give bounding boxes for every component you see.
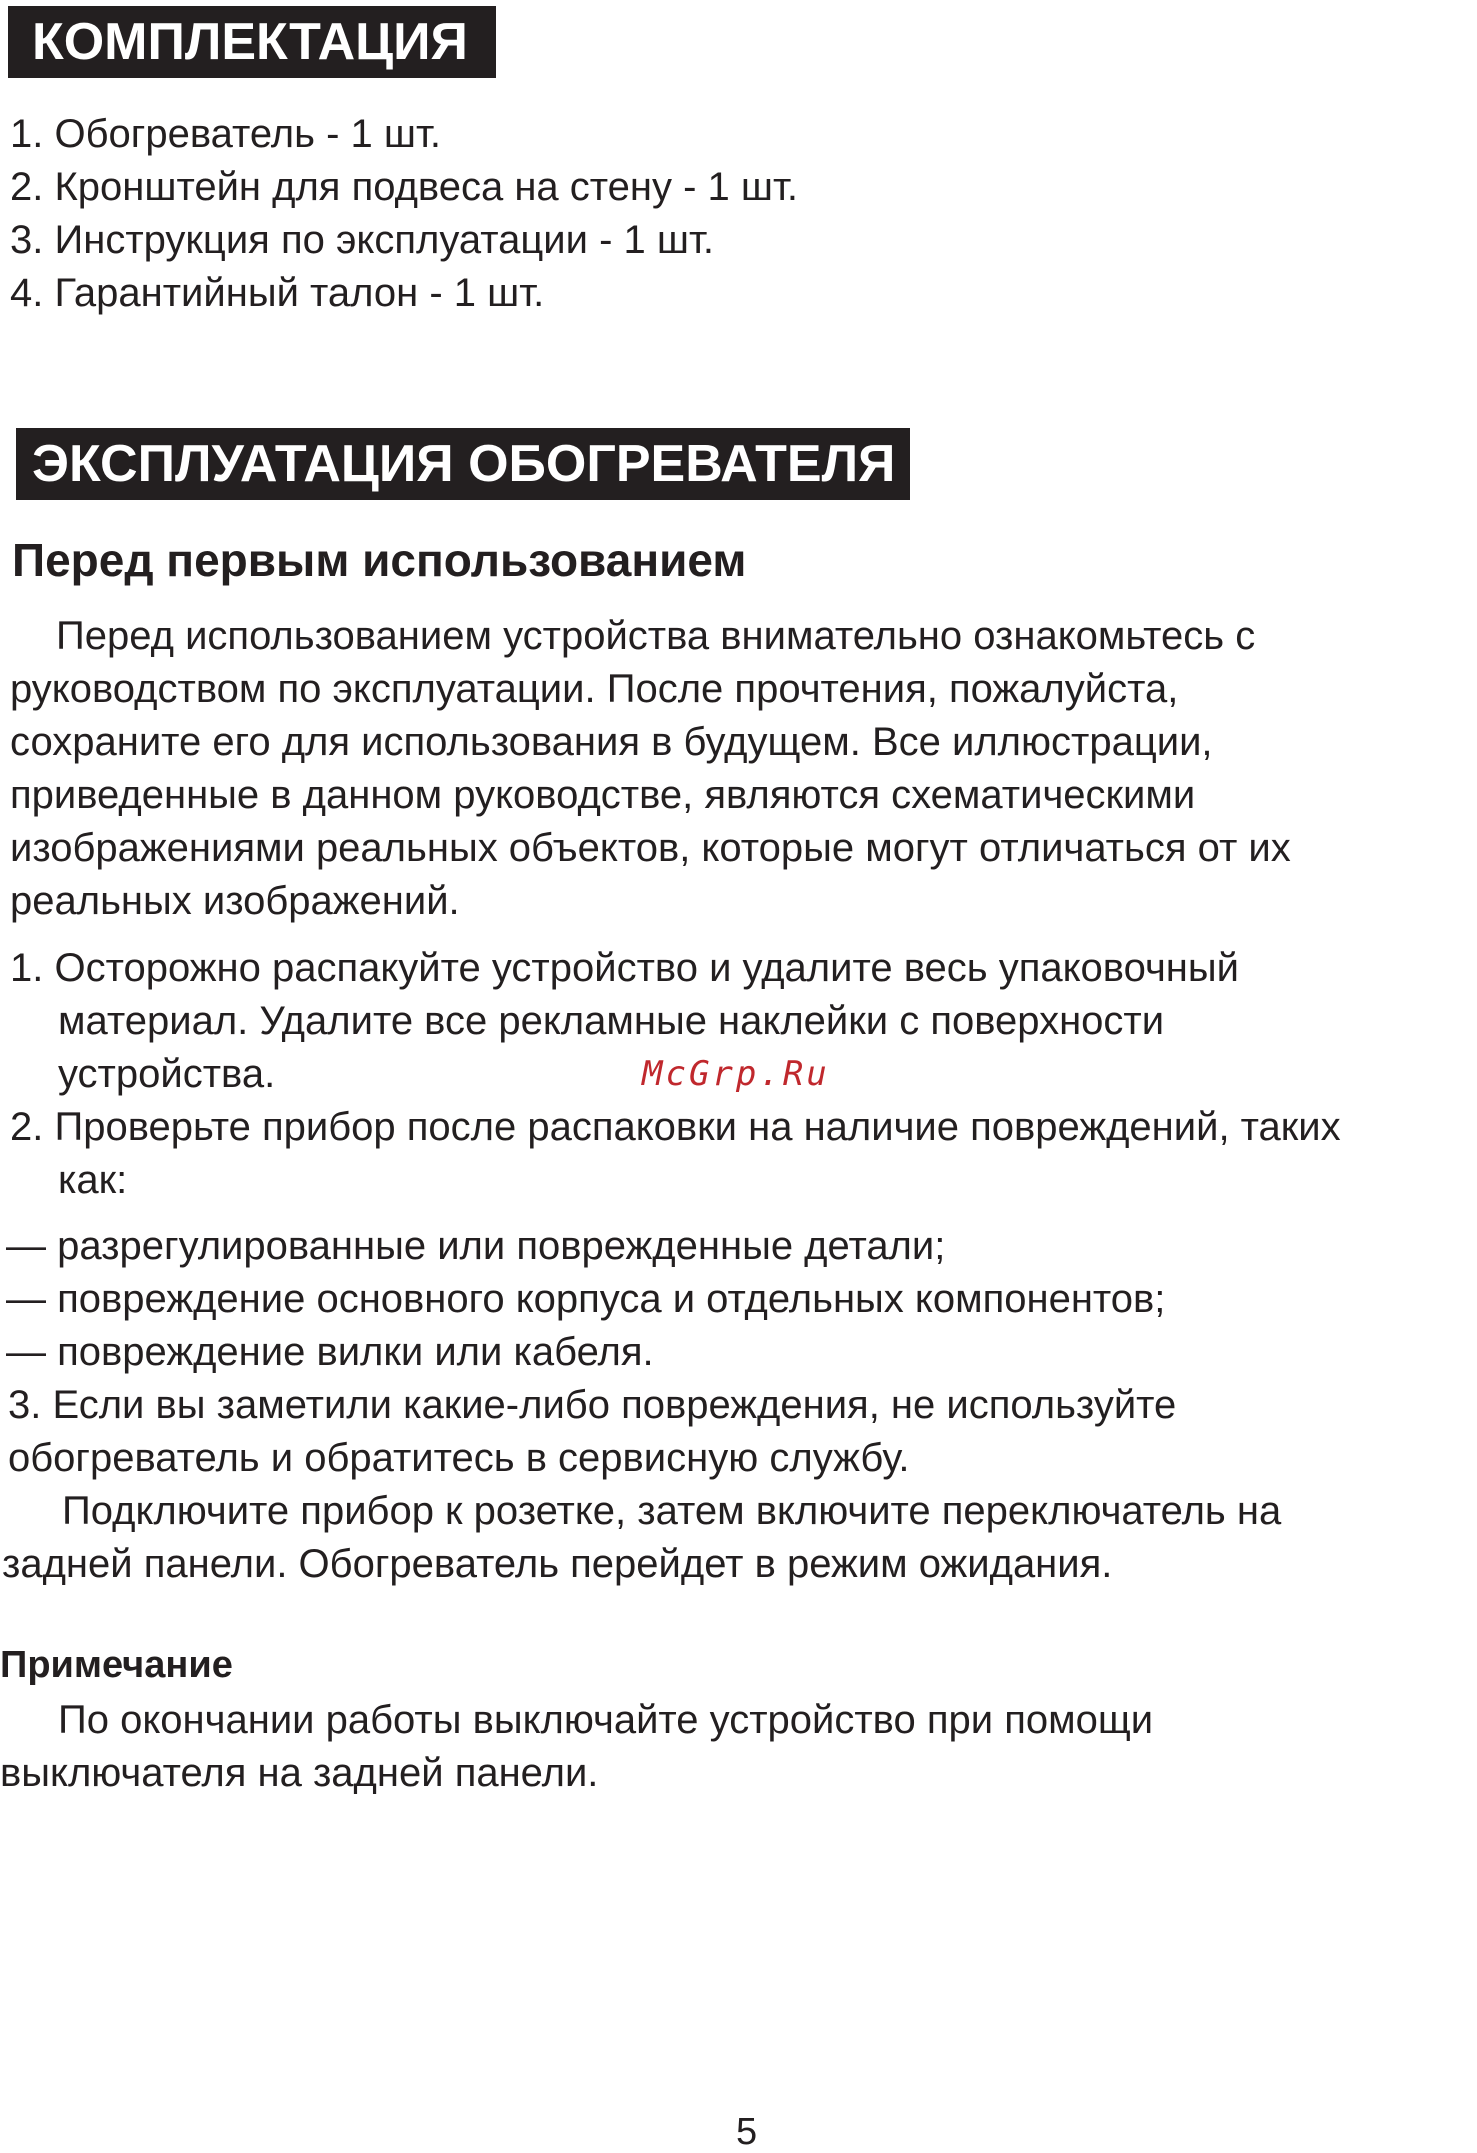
list-item: 1. Обогреватель - 1 шт.: [10, 112, 441, 156]
paragraph-line: реальных изображений.: [10, 879, 460, 923]
list-item: 2. Кронштейн для подвеса на стену - 1 шт.: [10, 165, 798, 209]
list-item: 4. Гарантийный талон - 1 шт.: [10, 271, 545, 315]
watermark: McGrp.Ru: [642, 1054, 830, 1094]
step-line: материал. Удалите все рекламные наклейки с поверхности: [58, 999, 1165, 1043]
paragraph-line: изображениями реальных объектов, которые могут отличаться от их: [10, 826, 1291, 870]
step-line: как:: [58, 1158, 128, 1202]
paragraph-line: Перед использованием устройства внимательно ознакомьтесь с: [56, 614, 1256, 658]
step-line: 2. Проверьте прибор после распаковки на наличие повреждений, таких: [10, 1105, 1341, 1149]
paragraph-line: сохраните его для использования в будущем. Все иллюстрации,: [10, 720, 1213, 764]
subheading-first-use: Перед первым использованием: [12, 534, 747, 586]
list-item: 3. Инструкция по эксплуатации - 1 шт.: [10, 218, 714, 262]
page-number: 5: [736, 2111, 758, 2153]
note-line: По окончании работы выключайте устройство при помощи: [58, 1698, 1154, 1742]
step-line: 1. Осторожно распакуйте устройство и удалите весь упаковочный: [10, 946, 1239, 990]
section-header-ekspluataciya: ЭКСПЛУАТАЦИЯ ОБОГРЕВАТЕЛЯ: [16, 428, 910, 500]
paragraph-line: Подключите прибор к розетке, затем включите переключатель на: [62, 1489, 1282, 1533]
paragraph-line: руководством по эксплуатации. После прочтения, пожалуйста,: [10, 667, 1179, 711]
damage-item: — разрегулированные или поврежденные детали;: [6, 1224, 946, 1268]
step-line: обогреватель и обратитесь в сервисную службу.: [8, 1436, 910, 1480]
note-line: выключателя на задней панели.: [0, 1751, 599, 1795]
damage-item: — повреждение основного корпуса и отдельных компонентов;: [6, 1277, 1166, 1321]
step-line: устройства.: [58, 1052, 276, 1096]
section-header-komplektaciya: КОМПЛЕКТАЦИЯ: [8, 6, 496, 78]
paragraph-line: приведенные в данном руководстве, являются схематическими: [10, 773, 1196, 817]
damage-item: — повреждение вилки или кабеля.: [6, 1330, 654, 1374]
paragraph-line: задней панели. Обогреватель перейдет в режим ожидания.: [2, 1542, 1113, 1586]
note-heading: Примечание: [0, 1644, 233, 1686]
step-line: 3. Если вы заметили какие-либо повреждения, не используйте: [8, 1383, 1177, 1427]
